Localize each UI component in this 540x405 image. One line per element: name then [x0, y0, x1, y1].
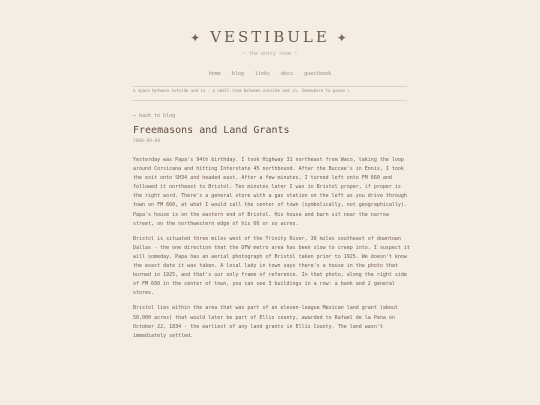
- site-title-text[interactable]: VESTIBULE: [210, 28, 330, 46]
- star-icon: ✦: [336, 31, 350, 45]
- nav-separator: ·: [247, 71, 251, 77]
- site-title[interactable]: [0, 28, 540, 46]
- back-to-blog-link[interactable]: ← back to blog: [133, 113, 176, 119]
- nav-link-docs[interactable]: docs: [281, 71, 294, 77]
- nav-link-links[interactable]: links: [254, 71, 270, 77]
- site-header: [0, 28, 540, 77]
- nav-link-home[interactable]: home: [208, 71, 221, 77]
- post-paragraph: Bristol is situated three miles west of the Trinity River, 30 miles southeast of downtown Dallas - the one direction that the DFW metro area has been slow to creep into. I suspect it will someday. Papa has an aerial photograph of Bristol taken prior to 1925. We doesn't know the exact date it was taken. A local lady in town says there's a house in the photo that burned in 1925, and that's our only frame of reference. In that photo, along the right side of FM 660 in the center of town, you can see 3 buildings in a row: a bank and 2 general stores.: [133, 235, 410, 297]
- post-date: 2008-09-08: [133, 139, 161, 144]
- nav-link-blog[interactable]: blog: [231, 71, 244, 77]
- site-notice: a space between outside and in · a small room between outside and in. Somewhere to pause ✦: [133, 88, 350, 93]
- divider: [133, 86, 407, 87]
- post-title: Freemasons and Land Grants: [133, 125, 290, 136]
- post: [133, 113, 411, 341]
- nav-separator: ·: [297, 71, 301, 77]
- post-paragraph: Yesterday was Papa's 94th birthday. I took Highway 31 northeast from Waco, taking the loop around Corsicana and hitting Interstate 45 northbound. After the Buccee's in Ennis, I took the exit onto SH34 and headed east. After a few minutes, I turned left onto FM 660 and followed it northeast to Bristol. Ten minutes later I was in Bristol proper, if proper is the right word. There's a general store with a gas station on the left as you drive through town on FM 660, at what I would call the center of town (symbolically, not geographically). Papa's house is on the eastern end of Bristol. His house and barn sit near the narrow street, on the northwestern edge of his 60 or so acres.: [133, 157, 407, 227]
- nav-separator: ·: [224, 71, 228, 77]
- star-icon: ✦: [190, 31, 204, 45]
- divider: [133, 100, 407, 101]
- tagline: ~ the entry room ~: [242, 51, 298, 57]
- nav-link-guestbook[interactable]: guestbook: [304, 71, 332, 77]
- post-paragraph: Bristol lies within the area that was part of an eleven-league Mexican land grant (about 50,000 acres) that would later be part of Ellis county, awarded to Rafael de la Pena on October 22, 1834 - the earliest of any land grants in Ellis County. The land wasn't immediately settled.: [133, 305, 398, 339]
- main-nav: [0, 71, 540, 77]
- nav-separator: ·: [274, 71, 278, 77]
